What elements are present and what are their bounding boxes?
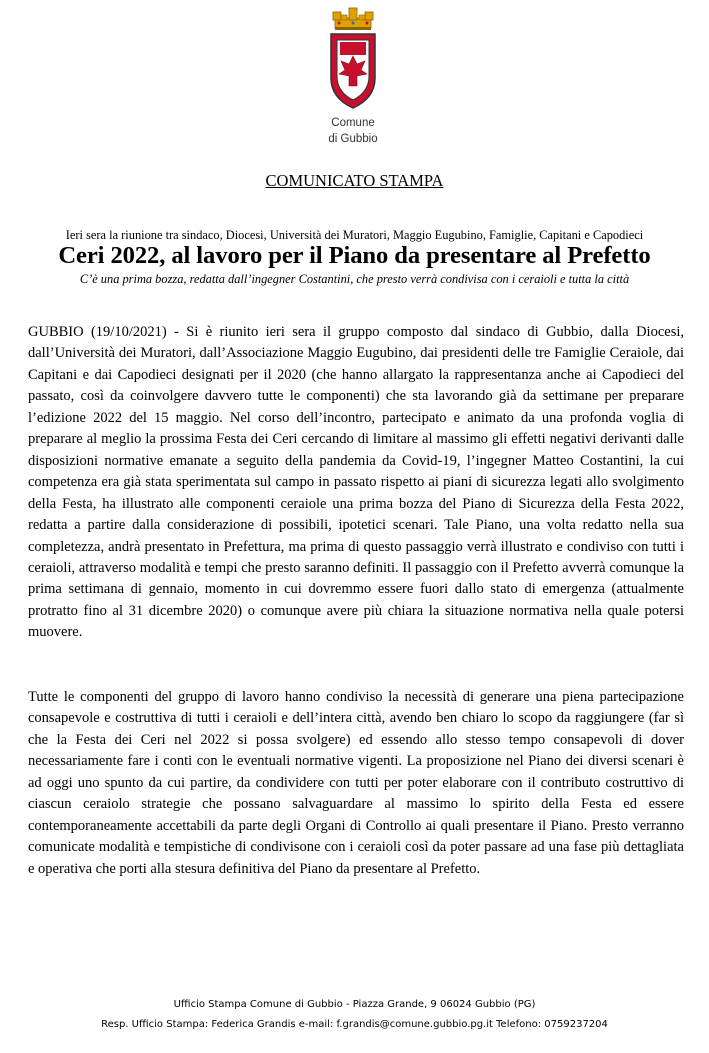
logo-line-2: di Gubbio (328, 133, 378, 145)
footer-contact: Resp. Ufficio Stampa: Federica Grandis e-mail: f.grandis@comune.gubbio.pg.it Telefono: 0759237204 (101, 1019, 608, 1030)
coat-of-arms-icon (327, 4, 379, 114)
shield-icon (331, 34, 375, 108)
body-paragraph-1: GUBBIO (19/10/2021) - Si è riunito ieri sera il gruppo composto dal sindaco di Gubbio, dalla Diocesi, dall’Università dei Muratori, dall’Associazione Maggio Eugubino, dai presidenti delle tre Famiglie Ceraiole, dai Capitani e dai Capodieci designati per il 2020 (che hanno allargato la rappresentanza anche ai Capodieci del passato, così da coinvolgere davvero tutte le componenti) che sta lavorando già da settimane per preparare l’edizione 2022 del 15 maggio. Nel corso dell’incontro, partecipato e animato da una profonda voglia di preparare al meglio la prossima Festa dei Ceri cercando di limitare al massimo gli effetti negativi derivanti dalle disposizioni normative emanate a seguito della pandemia da Covid-19, l’ingegner Matteo Costantini, la cui competenza era già stata sperimentata sul campo in passato rispetto ai piani di sicurezza legati allo svolgimento della Festa, ha illustrato alle componenti ceraiole una prima bozza del Piano di Sicurezza della Festa 2022, redatta a partire dalla considerazione di possibili, ipotetici scenari. Tale Piano, una volta redatto nella sua completezza, andrà presentato in Prefettura, ma prima di questo passaggio verrà illustrato e condiviso con tutti i ceraioli, attraverso modalità e tempi che presto saranno definiti. Il passaggio con il Prefetto avverrà comunque la prima settimana di gennaio, momento in cui dovremmo essere fuori dallo stato di emergenza (attualmente protratto fino al 31 dicembre 2020) o comunque avere più chiara la situazione normativa nella quale potersi muovere. (28, 324, 684, 641)
logo-line-1: Comune (331, 117, 375, 129)
crown-icon (333, 8, 373, 30)
page-title: Ceri 2022, al lavoro per il Piano da presentare al Prefetto (58, 242, 651, 269)
subtitle: Ieri sera la riunione tra sindaco, Diocesi, Università dei Muratori, Maggio Eugubino, Famiglie, Capitani e Capodieci (65, 228, 644, 242)
body-paragraph-2: Tutte le componenti del gruppo di lavoro hanno condiviso la necessità di generare una piena partecipazione consapevole e costruttiva di tutti i ceraioli e dell’intera città, avendo ben chiaro lo scopo da raggiungere (far sì che la Festa dei Ceri nel 2022 si possa svolgere) ed essendo allo stesso tempo consapevoli di dover necessariamente fare i conti con le eventuali normative vigenti. La proposizione nel Piano dei diversi scenari è ad oggi uno spunto da cui partire, da condividere con tutti per poter elaborare con il contributo costruttivo di ciascun ceraiolo strategie che possano salvaguardare al massimo lo spirito della Festa ed essere contemporaneamente accettabili da parte degli Organi di Controllo ai quali presentare il Piano. Presto verranno comunicate modalità e tempistiche di condivisone con i ceraioli così da poter passare ad una fase più dettagliata e operativa che porti alla stesura definitiva del Piano da presentare al Prefetto. (28, 689, 684, 877)
municipality-logo (308, 4, 398, 146)
footer-address: Ufficio Stampa Comune di Gubbio - Piazza Grande, 9 06024 Gubbio (PG) (173, 999, 536, 1010)
document-label: COMUNICATO STAMPA (265, 171, 444, 190)
lead-text: C’è una prima bozza, redatta dall’ingegner Costantini, che presto verrà condivisa con i ceraioli e tutta la città (79, 272, 630, 286)
